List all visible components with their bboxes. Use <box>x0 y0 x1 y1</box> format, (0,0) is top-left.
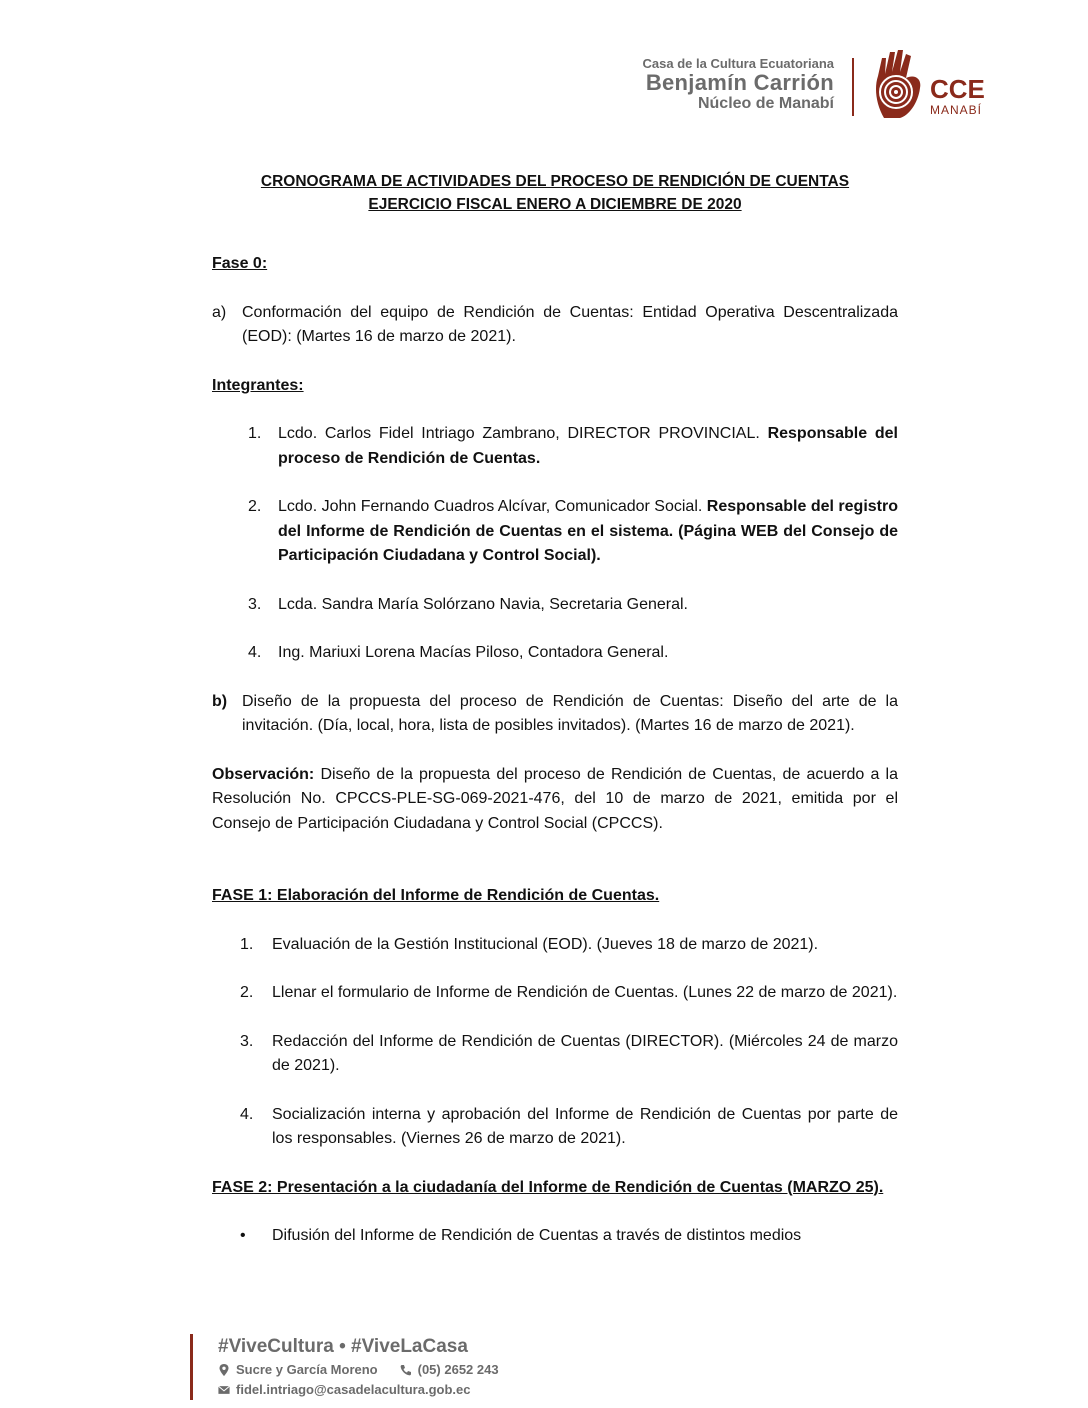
member-role: Responsable del proceso de Rendición de Cuentas. <box>278 425 898 467</box>
observation-paragraph <box>212 763 898 837</box>
member-text: Lcdo. John Fernando Cuadros Alcívar, Comunicador Social. <box>278 498 707 515</box>
list-item-number: 3. <box>248 595 262 613</box>
list-item-number: 3. <box>240 1032 254 1050</box>
header-org-name <box>600 56 834 113</box>
title-line1: CRONOGRAMA DE ACTIVIDADES DEL PROCESO DE RENDICIÓN DE CUENTAS <box>260 173 850 190</box>
list-item-number: 1. <box>240 935 254 953</box>
footer-contact <box>218 1362 499 1377</box>
item-a-text: Conformación del equipo de Rendición de Cuentas: Entidad Operativa Descentralizada (EOD): (Martes 16 de marzo de 2021). <box>242 303 898 345</box>
list-item <box>248 495 898 569</box>
members-list <box>248 422 898 666</box>
list-item <box>240 933 898 958</box>
list-item-number: 4. <box>240 1105 254 1123</box>
item-a-label: a) <box>212 303 227 321</box>
observation-text: Diseño de la propuesta del proceso de Rendición de Cuentas, de acuerdo a la Resolución No. CPCCS-PLE-SG-069-2021-476, del 10 de marzo de 2021, emitida por el Consejo de Participación Ciudadana y Control Social (CPCCS). <box>212 765 898 832</box>
bullet-icon: • <box>240 1227 246 1244</box>
mail-icon <box>218 1384 230 1396</box>
list-item-text: Evaluación de la Gestión Institucional (EOD). (Jueves 18 de marzo de 2021). <box>272 935 819 953</box>
list-item-text: Redacción del Informe de Rendición de Cuentas (DIRECTOR). (Miércoles 24 de marzo de 2021). <box>272 1032 898 1074</box>
list-item <box>240 1030 898 1079</box>
phase2-heading: FASE 2: Presentación a la ciudadanía del Informe de Rendición de Cuentas (MARZO 25). <box>212 1178 884 1196</box>
footer-accent-bar <box>190 1334 193 1400</box>
footer-address: Sucre y García Moreno <box>236 1362 378 1377</box>
title-line2: EJERCICIO FISCAL ENERO A DICIEMBRE DE 2020 <box>368 196 742 213</box>
member-text: Ing. Mariuxi Lorena Macías Piloso, Contadora General. <box>278 644 669 661</box>
member-text: Lcda. Sandra María Solórzano Navia, Secretaria General. <box>278 595 688 613</box>
item-b-label: b) <box>212 692 228 710</box>
header-line1: Casa de la Cultura Ecuatoriana <box>642 56 834 71</box>
logo-text: CCE <box>930 74 985 104</box>
location-pin-icon <box>218 1364 230 1376</box>
footer-hashtags: #ViveCultura • #ViveLaCasa <box>218 1336 468 1357</box>
phase0-heading: Fase 0: <box>212 255 268 272</box>
document-body <box>212 170 898 1249</box>
phase1-heading: FASE 1: Elaboración del Informe de Rendición de Cuentas. <box>212 887 660 904</box>
list-item <box>248 422 898 471</box>
list-item-number: 2. <box>248 498 262 515</box>
list-item <box>240 1103 898 1152</box>
header-divider <box>852 58 854 116</box>
list-item <box>248 641 898 666</box>
list-item <box>240 1224 898 1249</box>
header-line3: Núcleo de Manabí <box>697 95 834 112</box>
item-b <box>212 690 898 739</box>
list-item-text: Socialización interna y aprobación del Informe de Rendición de Cuentas por parte de los responsables. (Viernes 26 de marzo de 2021). <box>272 1105 898 1147</box>
list-item <box>248 593 898 618</box>
logo-subtext: MANABÍ <box>930 103 983 117</box>
list-item <box>240 981 898 1006</box>
list-item-text: Difusión del Informe de Rendición de Cuentas a través de distintos medios <box>272 1227 802 1244</box>
member-text: Lcdo. Carlos Fidel Intriago Zambrano, DIRECTOR PROVINCIAL. <box>278 425 768 442</box>
item-b-text: Diseño de la propuesta del proceso de Rendición de Cuentas: Diseño del arte de la invitación. (Día, local, hora, lista de posibles invitados). (Martes 16 de marzo de 2021). <box>242 692 898 734</box>
footer-email: fidel.intriago@casadelacultura.gob.ec <box>236 1382 471 1397</box>
phone-icon <box>400 1364 412 1376</box>
document-title <box>212 170 898 216</box>
members-heading: Integrantes: <box>212 376 304 394</box>
header-line2: Benjamín Carrión <box>645 70 834 95</box>
list-item-number: 2. <box>240 984 254 1001</box>
list-item-text: Llenar el formulario de Informe de Rendición de Cuentas. (Lunes 22 de marzo de 2021). <box>272 984 898 1001</box>
footer-email-row <box>218 1382 470 1397</box>
footer-phone: (05) 2652 243 <box>417 1362 499 1377</box>
member-role: Responsable del registro del Informe de Rendición de Cuentas en el sistema. (Página WEB del Consejo de Participación Ciudadana y Control Social). <box>278 498 898 564</box>
list-item-number: 4. <box>248 644 262 661</box>
list-item-number: 1. <box>248 425 262 442</box>
phase1-list <box>240 933 898 1152</box>
observation-label: Observación: <box>212 765 315 783</box>
item-a <box>212 301 898 350</box>
